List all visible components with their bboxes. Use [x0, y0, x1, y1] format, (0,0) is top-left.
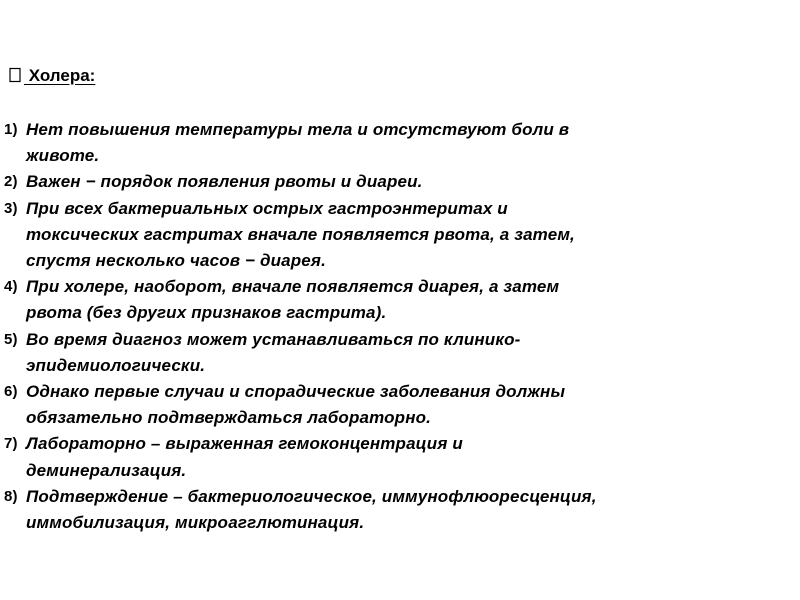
item-text-line: При всех бактериальных острых гастроэнтеритах и — [26, 198, 508, 218]
list-item — [4, 196, 794, 275]
item-number: 3) — [4, 199, 18, 217]
item-text-line: Лабораторно – выраженная гемоконцентрация и — [26, 434, 463, 454]
item-text-line: При холере, наоборот, вначале появляется диарея, а затем — [26, 277, 560, 297]
item-number: 4) — [4, 278, 18, 296]
findings-list — [4, 117, 794, 536]
item-number: 6) — [4, 383, 18, 401]
item-number: 2) — [4, 173, 18, 191]
list-item — [4, 484, 794, 536]
list-item — [4, 327, 794, 379]
item-text-line: иммобилизация, микроагглютинация. — [26, 513, 365, 533]
item-text-line: Однако первые случаи и спорадические заболевания должны — [26, 382, 566, 402]
list-item — [4, 274, 794, 326]
item-number: 7) — [4, 435, 18, 453]
item-number: 8) — [4, 487, 18, 505]
item-number: 1) — [4, 121, 18, 138]
item-text-line: обязательно подтверждаться лабораторно. — [26, 408, 432, 428]
item-text-line: Подтверждение – бактериологическое, иммунофлюоресценция, — [26, 486, 597, 506]
list-item — [4, 379, 794, 431]
item-text-line: Во время диагноз может устанавливаться по клинико- — [26, 329, 521, 349]
missing-glyph-box-icon — [8, 67, 22, 83]
list-item — [4, 169, 794, 195]
item-number: 5) — [4, 330, 18, 348]
list-item — [4, 117, 794, 169]
list-item — [4, 431, 794, 483]
item-text-line: рвота (без других признаков гастрита). — [26, 303, 387, 323]
item-text-line: деминерализация. — [26, 460, 187, 480]
item-text-line: Нет повышения температуры тела и отсутствуют боли в — [26, 120, 570, 139]
item-text-line: животе. — [26, 146, 100, 166]
item-text-line: Важен − порядок появления рвоты и диареи. — [26, 172, 423, 192]
item-text-line: спустя несколько часов − диарея. — [26, 251, 326, 271]
item-text-line: эпидемиологически. — [26, 355, 206, 375]
item-text-line: токсических гастритах вначале появляется рвота, а затем, — [26, 224, 575, 244]
slide-heading — [8, 64, 95, 88]
heading-text: Холера: — [24, 66, 96, 85]
